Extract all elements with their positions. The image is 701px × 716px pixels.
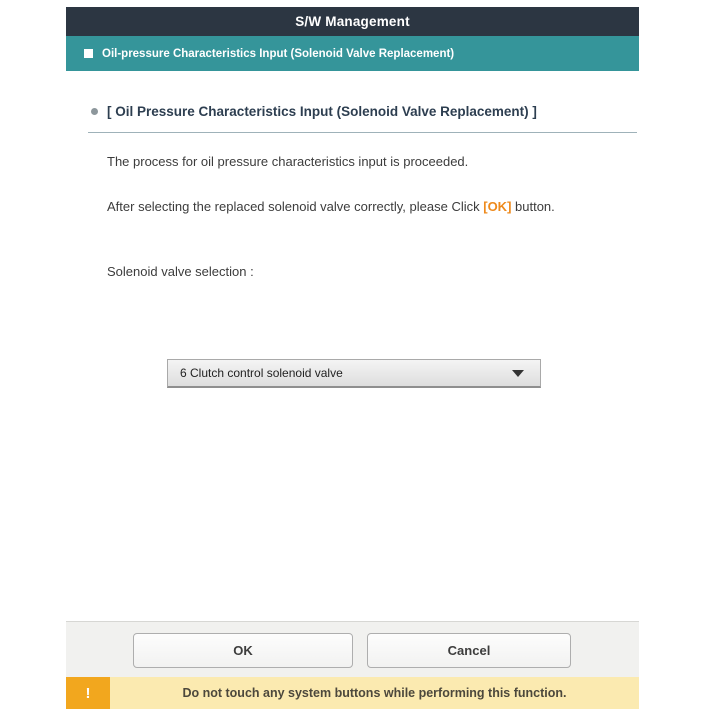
function-title-bar [66,36,639,71]
button-bar [66,621,639,677]
instruction-suffix: button. [511,199,555,214]
dot-bullet-icon [91,108,98,115]
paragraph-instruction [107,198,627,215]
caret-down-icon [512,370,524,377]
ok-button[interactable]: OK [133,633,353,668]
dropdown-selected-value: 6 Clutch control solenoid valve [180,366,343,380]
solenoid-selection-label: Solenoid valve selection : [107,264,254,279]
ok-highlight: [OK] [483,199,512,214]
square-bullet-icon [84,49,93,58]
sw-management-panel [66,7,639,709]
section-title: [ Oil Pressure Characteristics Input (Solenoid Valve Replacement) ] [107,104,537,119]
warning-message: Do not touch any system buttons while performing this function. [182,686,567,700]
app-title: S/W Management [295,14,410,29]
paragraph-process: The process for oil pressure characteristics input is proceeded. [107,154,469,169]
instruction-prefix: After selecting the replaced solenoid valve correctly, please Click [107,199,484,214]
content-area [66,71,639,621]
app-title-bar [66,7,639,36]
warning-exclamation-icon: ! [66,677,110,709]
solenoid-valve-dropdown[interactable] [167,359,541,388]
cancel-button[interactable]: Cancel [367,633,571,668]
function-title: Oil-pressure Characteristics Input (Solenoid Valve Replacement) [102,47,455,60]
warning-bar [66,677,639,709]
section-title-row [88,103,637,133]
